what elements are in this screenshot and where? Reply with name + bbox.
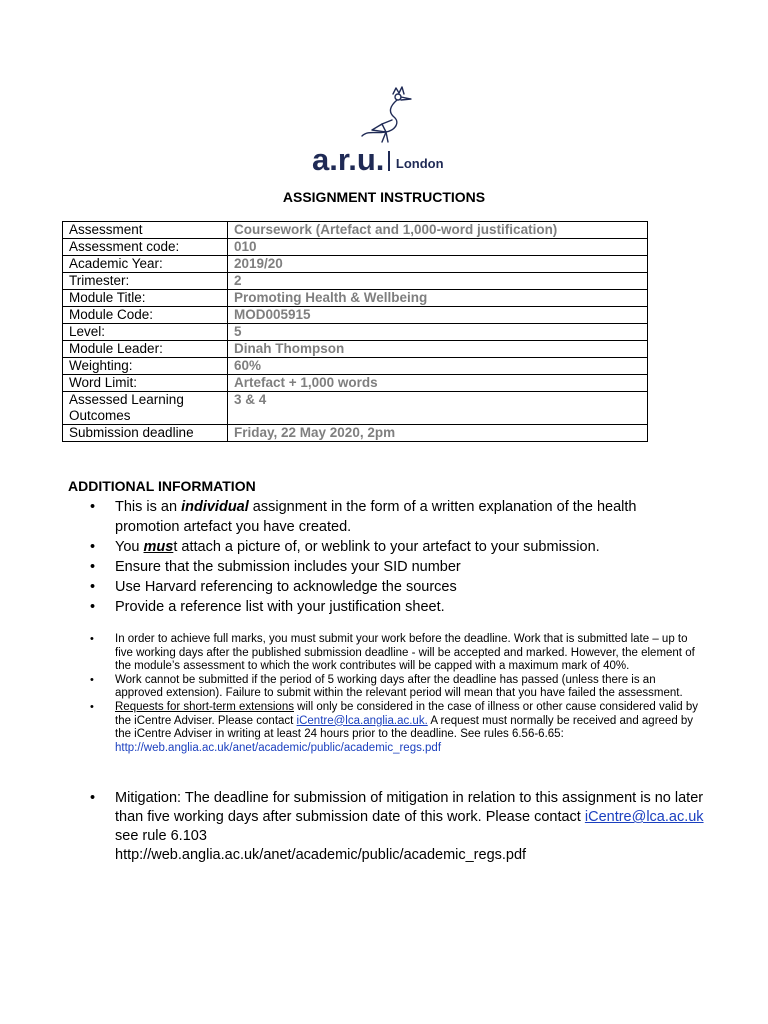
list-item: • Work cannot be submitted if the period of 5 working days after the deadline has passed (unless there is an approved extension). Failure to submit within the relevant period will mean that you have failed the assessment.: [90, 674, 700, 701]
field-value: Coursework (Artefact and 1,000-word justification): [228, 222, 648, 239]
list-item: • This is an individual assignment in the form of a written explanation of the health promotion artefact you have created.: [90, 498, 690, 537]
field-label: Module Leader:: [63, 341, 228, 358]
logo-brand: a.r.u.: [312, 142, 385, 177]
field-value: 2: [228, 273, 648, 290]
table-row: [63, 324, 648, 341]
field-label: Module Code:: [63, 307, 228, 324]
field-label: Assessment code:: [63, 239, 228, 256]
table-row: [63, 222, 648, 239]
field-label: Level:: [63, 324, 228, 341]
table-row: [63, 307, 648, 324]
field-label: Assessed Learning Outcomes: [63, 392, 228, 425]
field-value: 5: [228, 324, 648, 341]
table-row: [63, 273, 648, 290]
field-label: Assessment: [63, 222, 228, 239]
additional-info-heading: ADDITIONAL INFORMATION: [68, 478, 256, 494]
field-label: Word Limit:: [63, 375, 228, 392]
aru-london-logo: [312, 84, 462, 180]
list-item: • Requests for short-term extensions will only be considered in the case of illness or other cause considered valid by the iCentre Adviser. Please contact iCentre@lca.anglia.ac.uk. A request must normally be received and agreed by the iCentre Adviser in writing at least 24 hours prior to the deadline. See rules 6.56-6.65: http://web.anglia.ac.uk/anet/academic/public/academic_regs.pdf: [90, 701, 700, 755]
field-label: Academic Year:: [63, 256, 228, 273]
field-value: Artefact + 1,000 words: [228, 375, 648, 392]
field-label: Submission deadline: [63, 425, 228, 442]
table-row: [63, 341, 648, 358]
list-item: • You must attach a picture of, or weblink to your artefact to your submission.: [90, 538, 690, 558]
mitigation-list: [90, 789, 710, 865]
field-value: 010: [228, 239, 648, 256]
document-title: ASSIGNMENT INSTRUCTIONS: [282, 189, 486, 205]
list-item: • In order to achieve full marks, you must submit your work before the deadline. Work that is submitted late – up to five working days after the published submission deadline - will be accepted and marked. However, the element of the module’s assessment to which the work contributes will be capped with a maximum mark of 40%.: [90, 633, 700, 674]
additional-info-list: [90, 498, 690, 618]
table-row: [63, 239, 648, 256]
logo-divider: [388, 151, 390, 171]
academic-regs-url: http://web.anglia.ac.uk/anet/academic/public/academic_regs.pdf: [115, 847, 527, 863]
list-item: • Mitigation: The deadline for submission of mitigation in relation to this assignment is no later than five working days after submission date of this work. Please contact iCentre@lca.ac.uk see rule 6.103 http://web.anglia.ac.uk/anet/academic/public/academic_regs.pdf: [90, 789, 710, 865]
field-value: 3 & 4: [228, 392, 648, 425]
heron-logo-icon: [356, 84, 420, 144]
logo-location: London: [395, 156, 444, 171]
icentre-email-link-2[interactable]: iCentre@lca.ac.uk: [584, 809, 704, 825]
field-value: Promoting Health & Wellbeing: [228, 290, 648, 307]
list-item: • Ensure that the submission includes your SID number: [90, 558, 690, 578]
submission-rules-list: [90, 633, 700, 755]
field-label: Trimester:: [63, 273, 228, 290]
assessment-info-table: [62, 221, 648, 442]
field-value: Dinah Thompson: [228, 341, 648, 358]
table-row: [63, 290, 648, 307]
table-row: [63, 256, 648, 273]
table-row: [63, 425, 648, 442]
academic-regs-link[interactable]: http://web.anglia.ac.uk/anet/academic/public/academic_regs.pdf: [115, 741, 442, 754]
field-label: Weighting:: [63, 358, 228, 375]
field-label: Module Title:: [63, 290, 228, 307]
field-value: Friday, 22 May 2020, 2pm: [228, 425, 648, 442]
table-row: [63, 375, 648, 392]
list-item: • Provide a reference list with your justification sheet.: [90, 598, 690, 618]
field-value: 60%: [228, 358, 648, 375]
icentre-email-link[interactable]: iCentre@lca.anglia.ac.uk.: [296, 714, 428, 727]
field-value: MOD005915: [228, 307, 648, 324]
list-item: • Use Harvard referencing to acknowledge the sources: [90, 578, 690, 598]
table-row: [63, 392, 648, 425]
field-value: 2019/20: [228, 256, 648, 273]
table-row: [63, 358, 648, 375]
